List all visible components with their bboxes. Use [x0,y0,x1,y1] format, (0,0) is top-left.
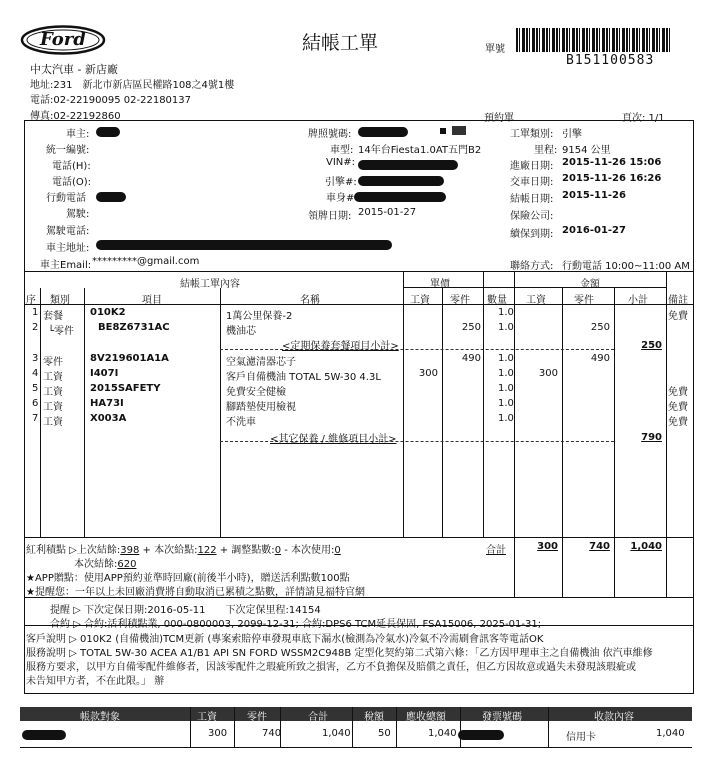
row-name: 客戶自備機油 TOTAL 5W-30 4.3L [226,372,381,383]
in-date: 2015-11-26 15:06 [562,157,662,168]
pay-col-tax: 稅額 [364,712,384,723]
remark-service: 服務說明 ▷ TOTAL 5W-30 ACEA A1/B1 API SN FORD WSSM2C948B 定型化契約第二式第六條：「乙方因甲理車主之自備機油 依汽車維修 [26,648,653,659]
plate-mark [440,128,446,134]
row-note: 免費 [668,402,688,413]
plate-mark-2 [452,126,466,135]
row-cat: 零件 [43,357,63,368]
app-points-note: ★APP贈點：使用APP預約並準時回廠(前後半小時)，贈送活利點數100點 [26,573,350,584]
points-used: 0 [334,545,341,556]
remark-customer: 客戶說明 ▷ 010K2 (自備機油)TCM更新 (專案索賠停車發現車底下漏水(檢測為冷氣水)冷氣不冷需刷會訊客等電話OK [26,634,544,645]
unit-price-header: 單價 [430,279,450,290]
company-fax: 傳真:02-22192860 [30,111,121,122]
plate-label: 牌照號碼: [308,129,352,140]
out-date-label: 交車日期: [510,177,554,188]
row-item: 8V219601A1A [90,353,169,364]
contact-value: 行動電話 10:00~11:00 AM [562,261,690,272]
row-seq: 4 [32,368,39,379]
row-name: 機油芯 [226,326,256,337]
row-cat: └零件 [48,326,75,337]
owner-email-label: 車主Email: [40,260,92,271]
row-seq: 5 [32,383,39,394]
row-item: 2015SAFETY [90,383,161,394]
row-a-part: 490 [590,353,610,364]
col-part: 零件 [450,295,470,306]
col-name: 名稱 [300,295,320,306]
driver-phone-label: 駕駛電話: [46,226,90,237]
redacted-engine [358,176,444,186]
row-name: 腳踏墊使用檢視 [226,402,296,413]
row-cat: 工資 [43,417,63,428]
uniform-no-label: 統一編號: [46,145,90,156]
row-seq: 2 [32,322,39,333]
mileage: 9154 公里 [562,145,611,156]
row-name: 不洗車 [226,417,256,428]
points-balance-label: 本次結餘: [74,559,118,570]
row-cat: 工資 [43,402,63,413]
redacted-body [354,192,446,202]
pay-sum: 1,040 [322,728,351,739]
warranty-date: 2016-01-27 [562,225,626,236]
row-note: 免費 [668,417,688,428]
row-a-labor: 300 [538,368,558,379]
work-type: 引擎 [562,129,582,140]
row-seq: 7 [32,413,39,424]
remark-service-2: 服務方要求，以甲方自備零配件維修者，因該零配件之瑕疵所致之損害，乙方不負擔保及賠償之責任，但乙方因故意或過失未發現該瑕疵或 [26,662,636,673]
mileage-label: 里程: [534,145,558,156]
total-amount: 1,040 [630,541,662,552]
remark-next-service: 提醒 ▷ 下次定保日期:2016-05-11 下次定保里程:14154 [50,605,321,616]
payment-header-bar [20,707,692,721]
redacted-invoice [458,730,504,740]
delivery-label: 領牌日期: [308,211,352,222]
points-adjust: 0 [274,545,282,556]
phone-h-label: 電話(H): [52,161,91,172]
row-item: X003A [90,413,127,424]
ford-logo [20,25,106,55]
redacted-vin [358,160,458,170]
points-balance: 620 [117,559,137,570]
pay-paid: 1,040 [656,728,685,739]
row-part: 250 [461,322,481,333]
company-phone: 電話:02-22190095 02-22180137 [30,95,192,106]
row-qty: 1.0 [498,307,514,318]
points-remind-note: ★提醒您：一年以上未回廠消費將自動取消已累積之點數，詳情請見福特官網 [26,587,365,598]
row-item: I407I [90,368,119,379]
barcode [516,28,670,52]
subtotal2-label: <其它保養 / 維修項目小計> [270,434,397,445]
row-qty: 1.0 [498,398,514,409]
vin-label: VIN#: [326,157,356,168]
row-item: BE8Z6731AC [98,322,170,333]
col-note: 備註 [668,295,688,306]
pay-labor: 300 [208,728,228,739]
amount-header: 金額 [580,279,600,290]
contact-label: 聯絡方式: [510,261,554,272]
document-title: 結帳工單 [302,32,379,54]
col-labor: 工資 [410,295,430,306]
warranty-label: 續保到期: [510,229,554,240]
points-line [26,541,341,556]
model-label: 車型: [330,145,354,156]
row-note: 免費 [668,311,688,322]
row-cat: 工資 [43,372,63,383]
row-part: 490 [461,353,481,364]
redacted-plate [358,127,408,137]
company-address: 地址:231 新北市新店區民權路108之4號1樓 [30,80,235,91]
pay-col-sum: 合計 [308,712,328,723]
row-qty: 1.0 [498,383,514,394]
row-seq: 6 [32,398,39,409]
subtotal1-value: 250 [641,340,662,351]
settle-date-label: 結帳日期: [510,194,554,205]
ford-logo-text: Ford [40,29,86,50]
body-label: 車身# [326,193,355,204]
col-cat: 類別 [50,295,70,306]
insurance-label: 保險公司: [510,211,554,222]
work-type-label: 工單類別: [510,129,554,140]
row-name: 1萬公里保養-2 [226,311,293,322]
points-adjust-label: + 調整點數: [219,545,275,556]
row-note: 免費 [668,387,688,398]
page-number: 頁次: 1/1 [622,113,665,124]
pay-tax: 50 [378,728,391,739]
total-part: 740 [589,541,610,552]
redacted-mobile [96,192,126,202]
points-given-label: + 本次給點: [142,545,198,556]
col-seq: 序 [26,295,36,306]
row-qty: 1.0 [498,368,514,379]
row-cat: 套餐 [43,311,63,322]
row-seq: 3 [32,353,39,364]
pay-method: 信用卡 [566,732,596,743]
pay-col-invoice: 發票號碼 [482,712,522,723]
barcode-number: B151100583 [566,53,655,68]
subtotal1-label: <定期保養套餐項目小計> [282,341,399,352]
points-used-label: - 本次使用: [284,545,335,556]
out-date: 2015-11-26 16:26 [562,173,662,184]
pay-part: 740 [262,728,282,739]
col-a-labor: 工資 [526,295,546,306]
driver-label: 駕駛: [66,209,90,220]
row-qty: 1.0 [498,353,514,364]
remark-contract: 合約 ▷ 合約:活利積點業, 000-0800003, 2099-12-31; 合約:DPS6 TCM延長保固, FSA15006, 2025-01-31; [50,619,542,630]
subtotal2-value: 790 [641,432,662,443]
redacted-owner [96,127,120,137]
col-subtotal: 小計 [628,295,648,306]
points-last-label: 紅利積點 ▷上次結餘: [26,545,121,556]
col-a-part: 零件 [574,295,594,306]
row-labor: 300 [418,368,438,379]
total-label: 合計 [486,545,506,556]
pay-col-target: 帳款對象 [80,712,120,723]
row-cat: 工資 [43,387,63,398]
row-seq: 1 [32,307,39,318]
row-qty: 1.0 [498,322,514,333]
mobile-label: 行動電話 [46,193,86,204]
row-name: 空氣濾清器芯子 [226,357,296,368]
pay-receivable: 1,040 [428,728,457,739]
owner-address-label: 車主地址: [46,243,90,254]
row-a-part: 250 [590,322,610,333]
pay-col-part: 零件 [247,712,267,723]
company-name: 中太汽車 - 新店廠 [30,63,118,76]
pay-col-receivable: 應收總額 [406,712,446,723]
total-labor: 300 [537,541,558,552]
redacted-payer [22,730,66,740]
settle-date: 2015-11-26 [562,190,626,201]
redacted-address [96,240,392,250]
row-qty: 1.0 [498,413,514,424]
appointment-label: 預約單 [484,113,514,124]
section-title: 結帳工單內容 [180,279,240,290]
points-last-balance: 398 [120,545,140,556]
barcode-label: 單號 [485,44,505,55]
col-qty: 數量 [487,295,507,306]
owner-label: 車主: [66,129,90,140]
pay-col-content: 收款內容 [594,712,634,723]
remark-service-3: 未告知甲方者，不在此限。」 辦 [26,676,165,687]
owner-email: *********@gmail.com [92,256,200,267]
in-date-label: 進廠日期: [510,161,554,172]
phone-o-label: 電話(O): [52,177,92,188]
delivery-date: 2015-01-27 [358,207,417,218]
col-item: 項目 [142,295,162,306]
engine-label: 引擎#: [325,177,357,188]
row-item: 010K2 [90,307,126,318]
points-balance-line [74,555,136,570]
row-name: 免費安全健檢 [226,387,286,398]
pay-col-labor: 工資 [197,712,217,723]
points-given: 122 [197,545,217,556]
model-value: 14年台Fiesta1.0AT五門B2 [358,145,482,156]
row-item: HA73I [90,398,124,409]
